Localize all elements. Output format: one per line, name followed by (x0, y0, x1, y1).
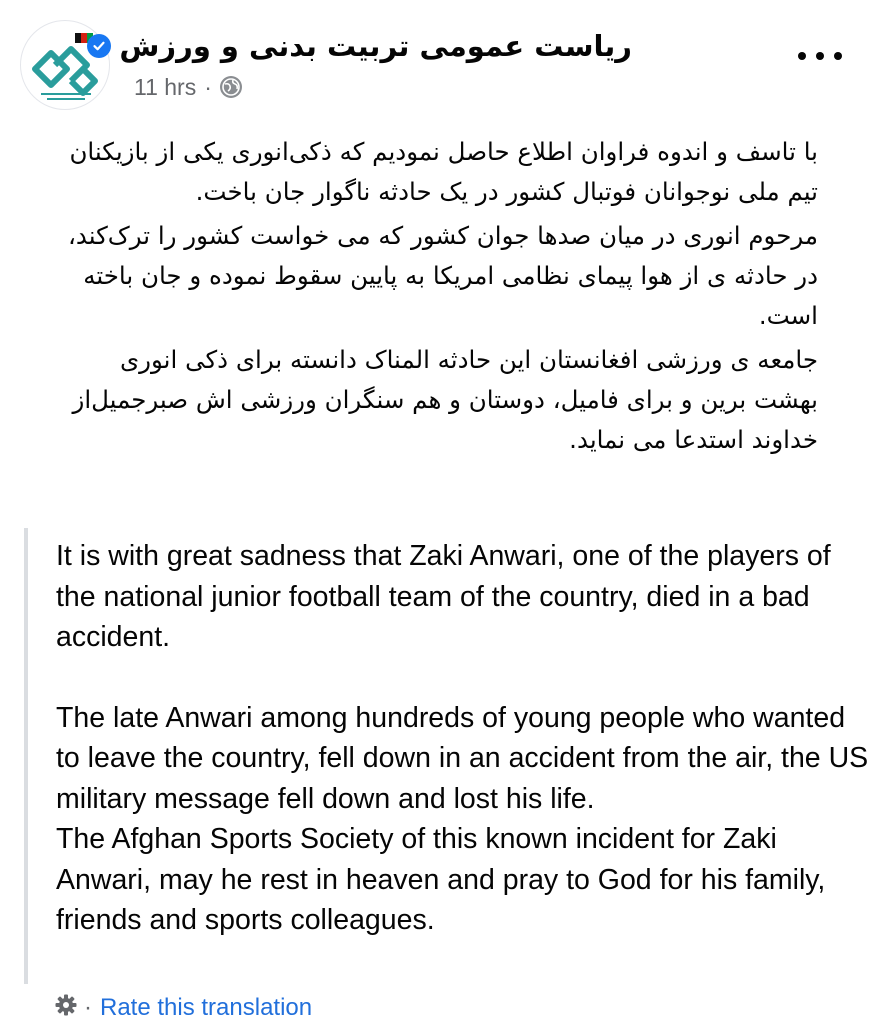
gear-icon[interactable] (54, 993, 78, 1024)
page-name-row (87, 26, 632, 66)
persian-paragraph: با تاسف و اندوه فراوان اطلاع حاصل نمودیم که ذکی‌انوری یکی از بازیکنان تیم ملی نوجوانان فوتبال کشور در یک حادثه ناگوار جان باخت. (69, 137, 818, 206)
translation-footer (54, 992, 312, 1024)
persian-paragraph: مرحوم انوری در میان صدها جوان کشور که می خواست کشور را ترک‌کند، در حادثه ی از هوا پیمای نظامی امریکا به پایین سقوط نموده و جان باخته است. (67, 221, 818, 330)
post-body-persian (60, 132, 818, 464)
post-header (0, 0, 882, 120)
translated-paragraph: The Afghan Sports Society of this known incident for Zaki Anwari, may he rest in heaven and pray to God for his family, friends and sports colleagues. (56, 823, 826, 936)
more-options-icon[interactable] (798, 44, 842, 68)
persian-paragraph: جامعه ی ورزشی افغانستان این حادثه المناک دانسته برای ذکی انوری بهشت برین و برای فامیل، دوستان و هم سنگران ورزشی اش صبرجمیل‌از خداوند استدعا می نماید. (72, 345, 818, 454)
footer-separator: · (84, 994, 92, 1021)
more-dot (798, 52, 806, 60)
globe-icon[interactable] (220, 76, 242, 98)
post-timestamp[interactable]: 11 hrs (134, 73, 197, 100)
translated-paragraph: The late Anwari among hundreds of young people who wanted to leave the country, fell down in an accident from the air, the US military message fell down and lost his life. (56, 701, 869, 815)
post-meta (134, 72, 242, 102)
translated-paragraph: It is with great sadness that Zaki Anwari, one of the players of the national junior football team of the country, died in a bad accident. (56, 540, 831, 653)
paragraph-gap (56, 658, 874, 698)
translation-block (24, 528, 874, 984)
more-dot (816, 52, 824, 60)
verified-badge-icon (87, 34, 111, 58)
page-name[interactable]: ریاست عمومی تربیت بدنی و ورزش (119, 29, 632, 63)
meta-separator: · (204, 73, 212, 100)
more-dot (834, 52, 842, 60)
rate-translation-link[interactable]: Rate this translation (100, 994, 313, 1021)
translated-text (56, 536, 874, 941)
